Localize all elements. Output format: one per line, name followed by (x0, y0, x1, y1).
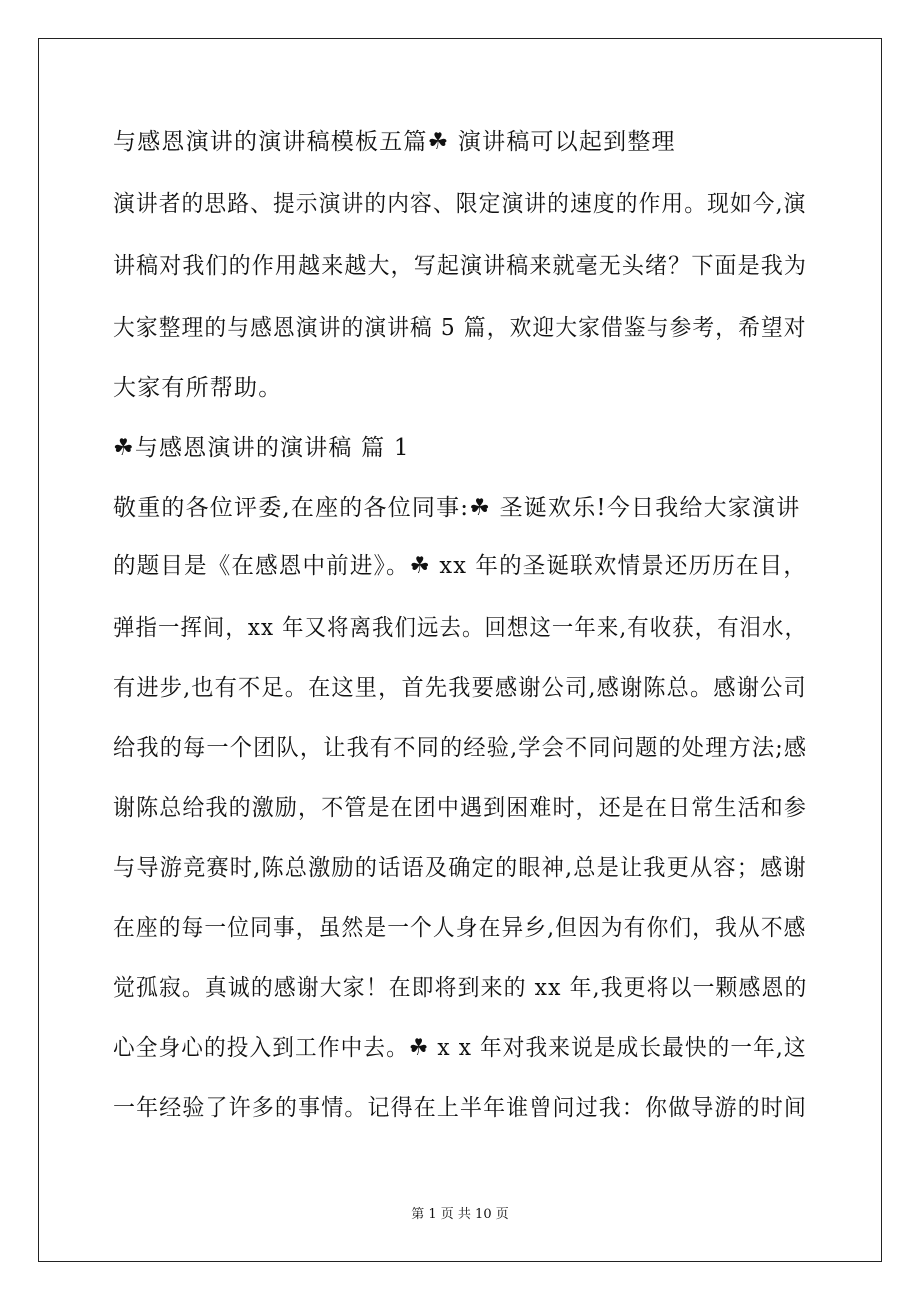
paragraph-line: 与导游竞赛时,陈总激励的话语及确定的眼神,总是让我更从容；感谢 (113, 855, 807, 881)
paragraph-line: 谢陈总给我的激励，不管是在团中遇到困难时，还是在日常生活和参 (113, 795, 807, 821)
paragraph-line: 有进步,也有不足。在这里，首先我要感谢公司,感谢陈总。感谢公司 (113, 675, 807, 701)
paragraph-line: 心全身心的投入到工作中去。☘ x x 年对我来说是成长最快的一年,这 (113, 1035, 807, 1061)
paragraph-line: 给我的每一个团队，让我有不同的经验,学会不同问题的处理方法;感 (113, 735, 808, 761)
paragraph-line: 敬重的各位评委,在座的各位同事:☘ 圣诞欢乐!今日我给大家演讲 (113, 495, 801, 521)
paragraph-line: 的题目是《在感恩中前进》。☘ xx 年的圣诞联欢情景还历历在目， (113, 553, 808, 579)
paragraph-line: 演讲者的思路、提示演讲的内容、限定演讲的速度的作用。现如今,演 (113, 191, 807, 217)
paragraph-line: 觉孤寂。真诚的感谢大家！在即将到来的 xx 年,我更将以一颗感恩的 (113, 975, 808, 1001)
paragraph-line: 讲稿对我们的作用越来越大，写起演讲稿来就毫无头绪？下面是我为 (113, 253, 807, 279)
paragraph-line: 大家有所帮助。 (113, 375, 283, 401)
paragraph-line: 与感恩演讲的演讲稿模板五篇☘ 演讲稿可以起到整理 (113, 129, 676, 155)
section-heading: ☘与感恩演讲的演讲稿 篇 1 (113, 435, 410, 461)
page-footer: 第 1 页 共 10 页 (411, 1207, 509, 1222)
page-border (38, 38, 882, 1262)
paragraph-line: 弹指一挥间，xx 年又将离我们远去。回想这一年来,有收获，有泪水， (113, 615, 808, 641)
paragraph-line: 大家整理的与感恩演讲的演讲稿 5 篇，欢迎大家借鉴与参考，希望对 (113, 315, 807, 341)
paragraph-line: 一年经验了许多的事情。记得在上半年谁曾问过我：你做导游的时间 (113, 1095, 807, 1121)
paragraph-line: 在座的每一位同事，虽然是一个人身在异乡,但因为有你们，我从不感 (113, 915, 807, 941)
